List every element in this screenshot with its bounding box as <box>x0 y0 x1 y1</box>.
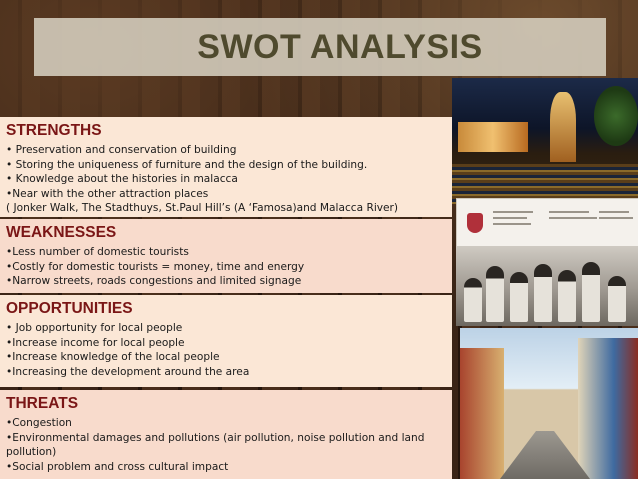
weaknesses-item: •Narrow streets, roads congestions and limited signage <box>6 275 302 288</box>
opportunities-item: •Increasing the development around the area <box>6 365 250 378</box>
website-text-line <box>599 211 629 213</box>
photo-tower <box>550 92 576 162</box>
strengths-item: • Preservation and conservation of building <box>6 144 237 156</box>
website-text-line <box>549 217 597 219</box>
opportunities-item: •Increase income for local people <box>6 336 185 349</box>
strengths-item: • Knowledge about the histories in malacca <box>6 173 238 186</box>
slide-title: SWOT ANALYSIS <box>197 28 483 66</box>
photo-person <box>510 272 528 322</box>
strengths-item: •Near with the other attraction places <box>6 187 209 200</box>
website-text-line <box>493 211 533 213</box>
photo-shophouses-right <box>578 338 638 479</box>
photo-person <box>608 276 626 322</box>
weaknesses-item: •Less number of domestic tourists <box>6 246 189 258</box>
photo-tree <box>594 86 638 146</box>
strengths-item: • Storing the uniqueness of furniture and the design of the building. <box>6 158 368 171</box>
photo-person <box>558 270 576 322</box>
opportunities-heading: OPPORTUNITIES <box>6 300 133 317</box>
weaknesses-heading: WEAKNESSES <box>6 224 117 241</box>
opportunities-item: •Increase knowledge of the local people <box>6 351 220 364</box>
threats-panel <box>0 390 452 479</box>
weaknesses-panel <box>0 219 452 293</box>
website-text-line <box>493 217 527 219</box>
threats-item: •Environmental damages and pollutions (air pollution, noise pollution and land pollution) <box>6 431 425 459</box>
opportunities-item: • Job opportunity for local people <box>6 322 183 334</box>
opportunities-panel <box>0 295 452 387</box>
strengths-panel <box>0 117 452 217</box>
strengths-item: ( Jonker Walk, The Stadthuys, St.Paul Hill’s (A ‘Famosa)and Malacca River) <box>6 202 399 215</box>
photo-person <box>486 266 504 322</box>
threats-item: •Congestion <box>6 417 72 429</box>
strengths-heading: STRENGTHS <box>6 122 102 139</box>
photo-person <box>534 264 552 322</box>
website-logo <box>467 213 483 233</box>
photo-shophouses-left <box>460 348 504 479</box>
photo-person <box>582 262 600 322</box>
website-text-line <box>493 223 531 225</box>
street-photo <box>460 328 638 479</box>
website-text-line <box>549 211 589 213</box>
photo-person <box>464 278 482 322</box>
family-photo <box>456 246 638 326</box>
website-text-line <box>599 217 633 219</box>
threats-item: •Social problem and cross cultural impact <box>6 460 229 473</box>
threats-heading: THREATS <box>6 395 79 412</box>
malacca-river-photo <box>452 78 638 204</box>
photo-road <box>500 431 590 479</box>
weaknesses-item: •Costly for domestic tourists = money, time and energy <box>6 260 305 273</box>
photo-building <box>458 122 528 152</box>
